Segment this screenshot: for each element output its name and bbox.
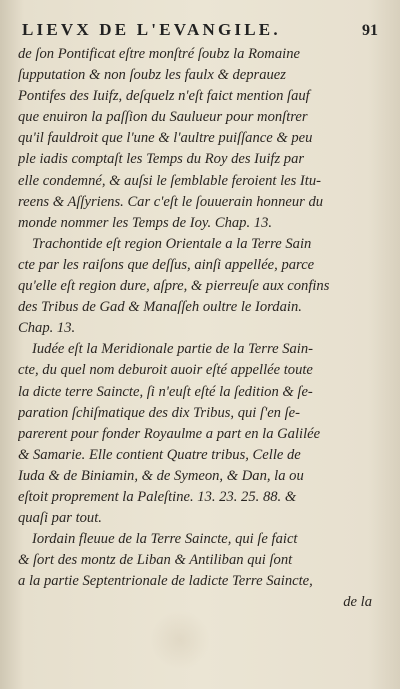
text-line: Iuda & de Biniamin, & de Symeon, & Dan, la ou — [18, 467, 304, 484]
text-line: la dicte terre Saincte, ſi n'euſt eſté la ſedition & ſe- — [18, 383, 313, 400]
text-line: ple iadis comptaſt les Temps du Roy des Iuifz par — [18, 151, 305, 168]
text-line: qu'elle eſt region dure, aſpre, & pierreuſe aux confins — [18, 278, 330, 295]
text-line: paration ſchiſmatique des dix Tribus, qui ſ'en ſe- — [18, 404, 301, 421]
text-line: a la partie Septentrionale de ladicte Terre Saincte, — [18, 573, 313, 590]
text-line: ſupputation & non ſoubz les faulx & deprauez — [18, 67, 286, 84]
page-header — [22, 20, 378, 40]
text-line: elle condemné, & auſsi le ſemblable feroient les Itu- — [18, 172, 322, 189]
text-line: de ſon Pontificat eſtre monſtré ſoubz la Romaine — [18, 46, 300, 62]
text-line: cte, du quel nom deburoit auoir eſté appellée toute — [18, 362, 313, 379]
text-line: eſtoit proprement la Paleſtine. 13. 23. 25. 88. & — [18, 488, 297, 505]
text-line: Iudée eſt la Meridionale partie de la Terre Sain- — [32, 341, 314, 358]
text-line: Chap. 13. — [18, 320, 76, 337]
text-line: reens & Aſſyriens. Car c'eſt le ſouuerain honneur du — [18, 193, 324, 210]
paper-stain — [150, 610, 210, 670]
text-line: & ſort des montz de Liban & Antiliban qui ſont — [18, 552, 293, 569]
text-line: que enuiron la paſſion du Saulueur pour monſtrer — [18, 109, 308, 126]
text-line: Iordain fleuue de la Terre Saincte, qui ſe faict — [32, 531, 298, 548]
text-line: monde nommer les Temps de Ioy. Chap. 13. — [18, 214, 273, 231]
text-line: des Tribus de Gad & Manaſſeh oultre le Iordain. — [18, 299, 302, 316]
text-line: qu'il fauldroit que l'une & l'aultre puiſſance & peu — [18, 130, 313, 147]
text-line: & Samarie. Elle contient Quatre tribus, Celle de — [18, 446, 301, 463]
body-text — [18, 44, 380, 614]
text-line: de la — [343, 594, 372, 611]
text-line: quaſi par tout. — [18, 510, 102, 527]
running-title: LIEVX DE L'EVANGILE. — [22, 20, 281, 39]
text-line: parerent pour fonder Royaulme a part en la Galilée — [18, 425, 321, 442]
text-line: cte par les raiſons que deſſus, ainſi appellée, parce — [18, 256, 315, 273]
page-number: 91 — [362, 22, 378, 39]
text-line: Trachontide eſt region Orientale a la Terre Sain — [32, 235, 312, 252]
text-line: Pontifes des Iuifz, deſquelz n'eſt faict mention ſauf — [18, 88, 310, 105]
